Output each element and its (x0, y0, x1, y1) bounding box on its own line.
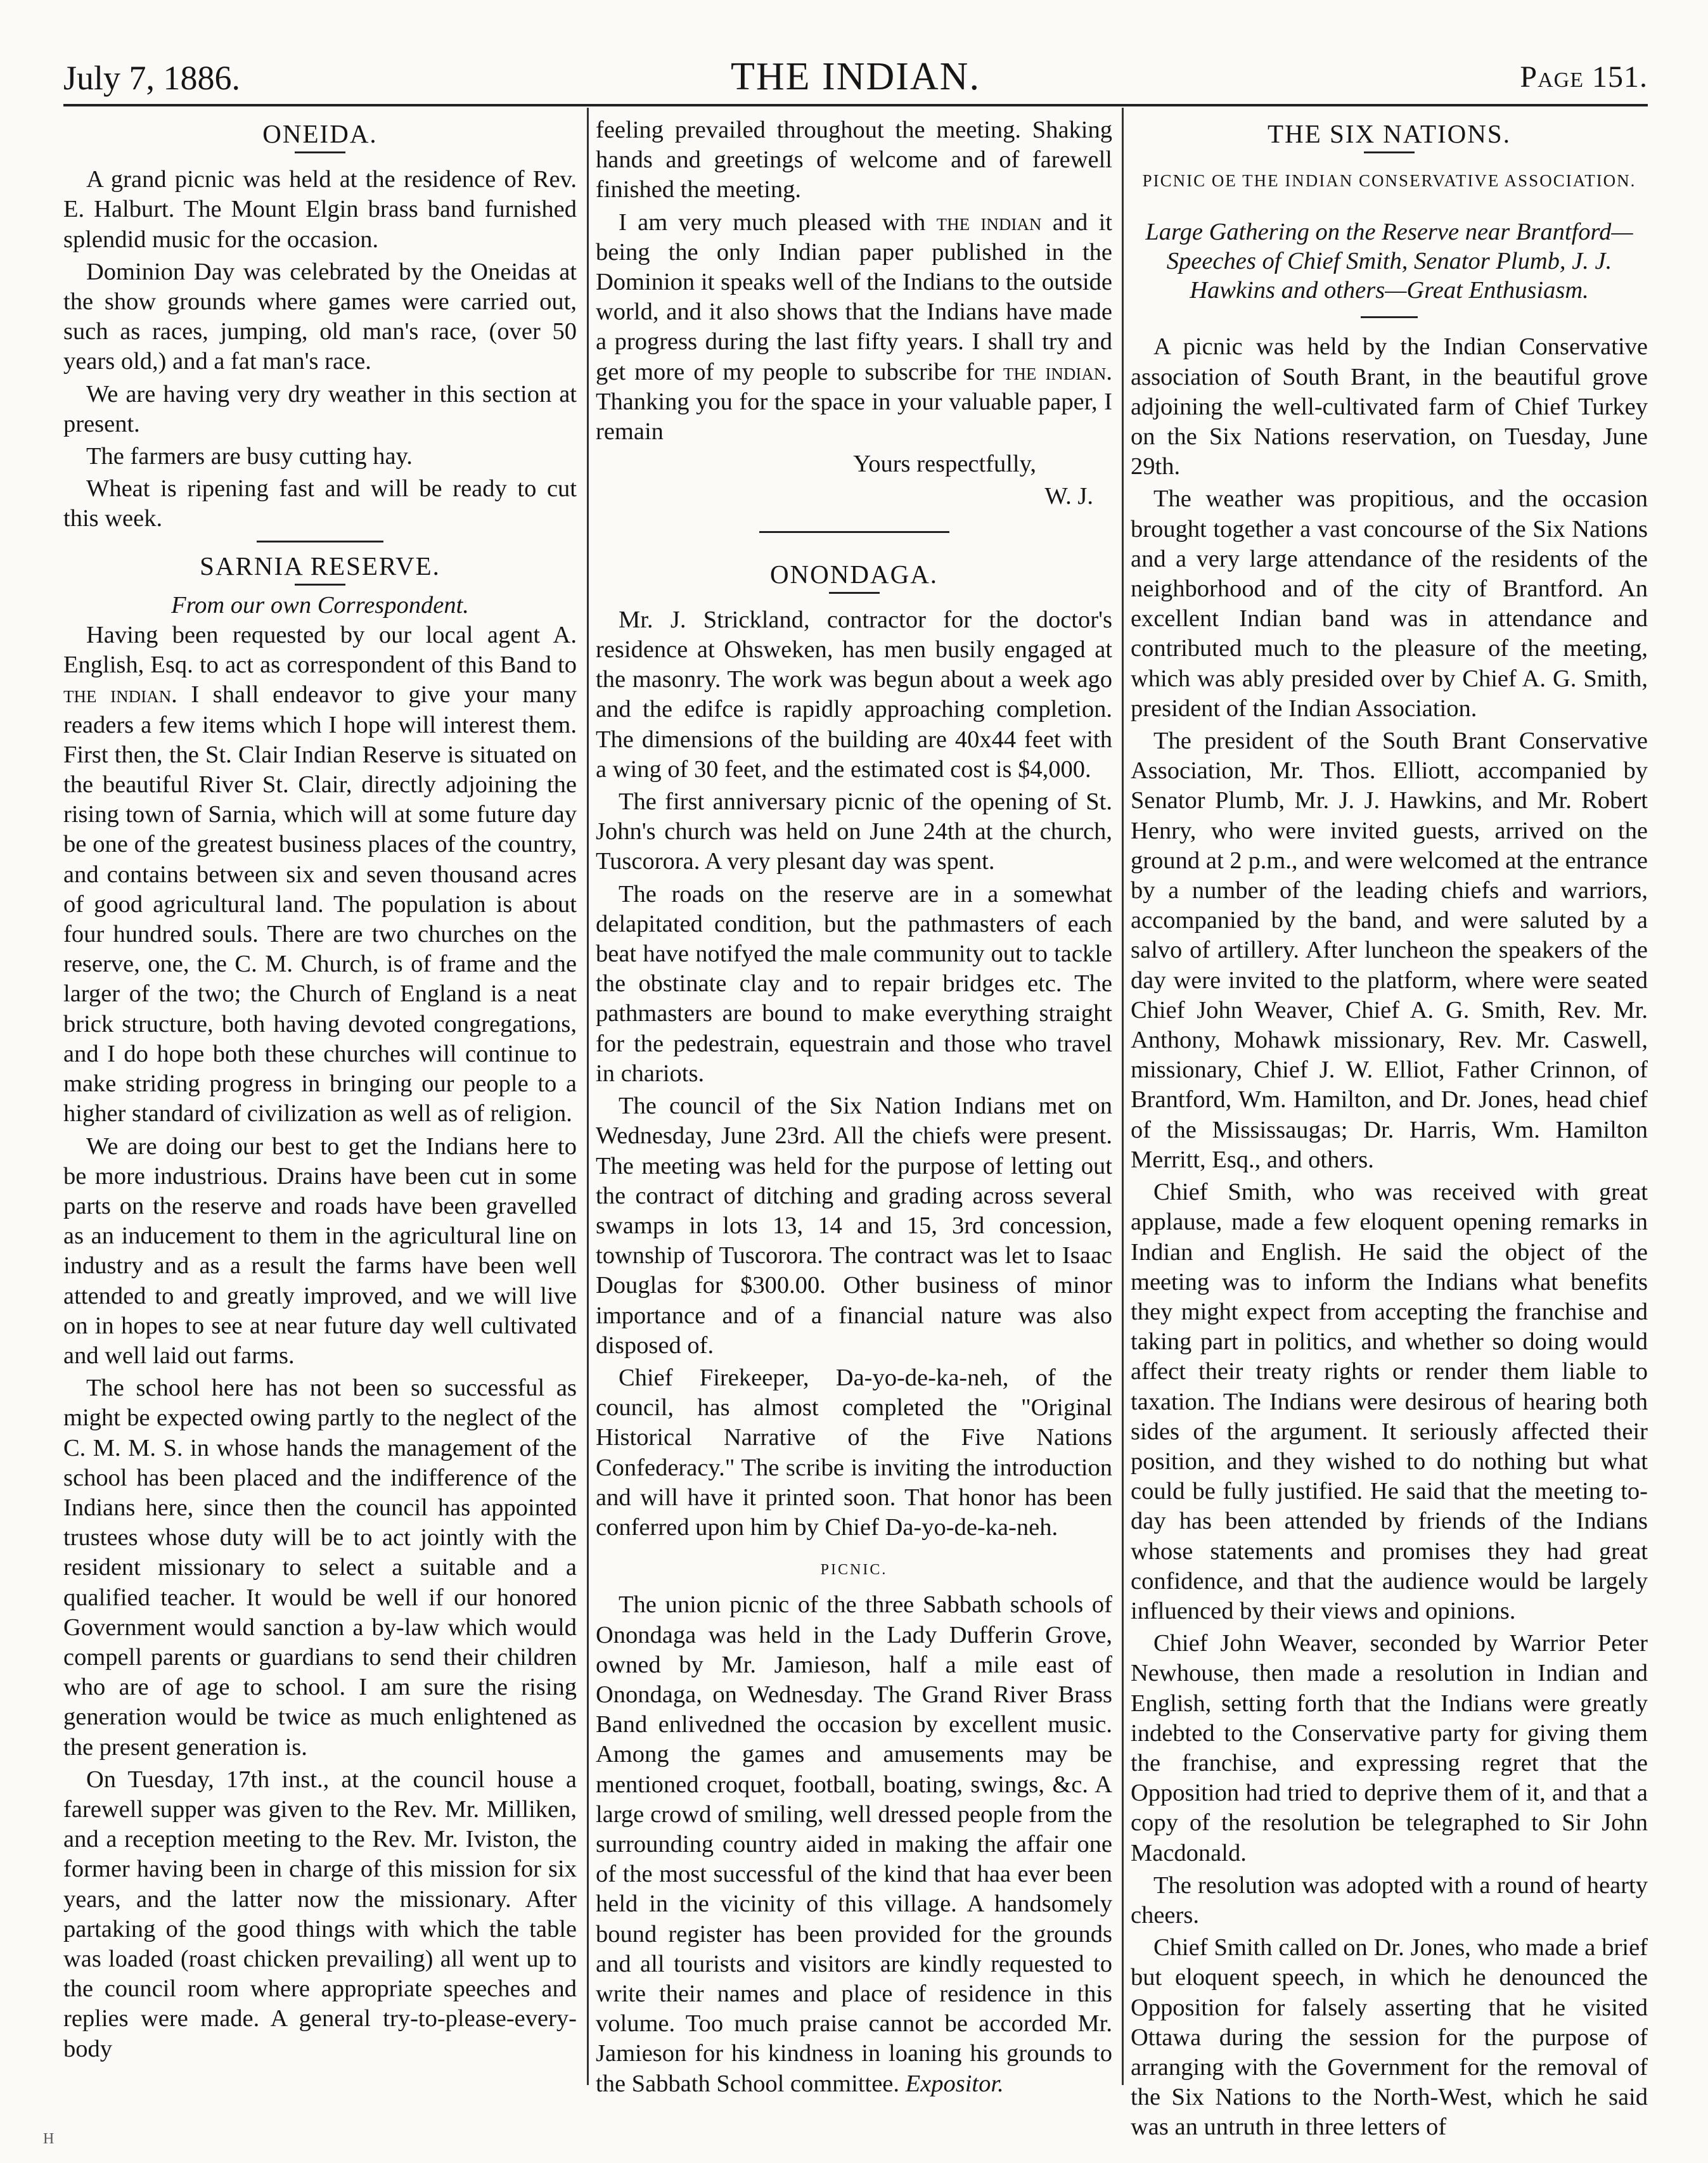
six-nations-paragraph: Chief John Weaver, seconded by Warrior Peter Newhouse, then made a resolution in Indian and English, setting forth that the Indians were greatly indebted to the Conservative party for giving them the franchise, and expressing regret that the Opposition had tried to deprive them of it, and that a copy of the resolution be telegraphed to Sir John Macdonald. (1131, 1630, 1648, 1866)
rule (1361, 316, 1418, 318)
letter-signature: W. J. (1044, 483, 1093, 510)
onondaga-paragraph: The roads on the reserve are in a somewhat delapitated condition, but the pathmasters of each beat have notifyed the male community out to tackle the obstinate clay and to repair bridges etc. The pathmasters are bound to make everything straight for the pedestrain, equestrain and those who travel in chariots. (596, 880, 1112, 1087)
page-number: Page 151. (1520, 60, 1648, 94)
onondaga-paragraph: The first anniversary picnic of the opening of St. John's church was held on June 24th at the church, Tuscorora. A very plesant day was spent. (596, 788, 1112, 875)
letter-continued: feeling prevailed throughout the meeting. Shaking hands and greetings of welcome and of farewell finished the meeting. (596, 117, 1112, 203)
sarnia-paragraph: Having been requested by our local agent A. English, Esq. to act as correspondent of this Band to the indian. I shall endeavor to give your many readers a few items which I hope will interest them. First then, the St. Clair Indian Reserve is situated on the beautiful River St. Clair, directly adjoining the rising town of Sarnia, which will at some future day be one of the greatest business places of the country, and contains between six and seven thousand acres of good agricultural land. The population is about four hundred souls. There are two churches on the reserve, one, the C. M. Church, is of frame and the larger of the two; the Church of England is a neat brick structure, both having devoted congregations, and I do hope both these churches will continue to make striding progress in bringing our people to a higher standard of civilization as well as of religion. (63, 622, 577, 1127)
six-nations-paragraph: Chief Smith, who was received with great applause, made a few eloquent opening remarks in Indian and English. He said the object of the meeting was to inform the Indians what benefits they might expect from accepting the franchise and taking part in politics, and whether so doing would affect their treaty rights or render them liable to taxation. The Indians were desirous of hearing both sides of the argument. It seriously affected their position, and they wished to do nothing but what could be fully justified. He said that the meeting to-day has been attended by friends of the Indians whose statements and promises they had great confidence, and that the audience would be largely influenced by their views and opinions. (1131, 1179, 1648, 1624)
oneida-paragraph: The farmers are busy cutting hay. (86, 443, 413, 470)
article-deck: Large Gathering on the Reserve near Brantford—Speeches of Chief Smith, Senator Plumb, J. J. Hawkins and others—Great Enthusiasm. (1145, 219, 1633, 304)
six-nations-paragraph: The weather was propitious, and the occasion brought together a vast concourse of the Six Nations and a very large attendance of the residents of the neighborhood and of the city of Brantford. An excellent Indian band was in attendance and contributed much to the pleasure of the meeting, which was ably presided over by Chief A. G. Smith, president of the Indian Association. (1131, 485, 1648, 722)
rule (295, 151, 345, 153)
oneida-heading: ONEIDA. (262, 119, 378, 148)
letter-closing: Yours respectfully, (853, 451, 1036, 478)
column-1 (63, 115, 577, 2067)
sarnia-paragraph: On Tuesday, 17th inst., at the council house a farewell supper was given to the Rev. Mr. Milliken, and a reception meeting to the Rev. Mr. Iviston, the former having been in charge of this mission for six years, and the latter now the missionary. After partaking of the good things with which the table was loaded (roast chicken prevailing) all went up to the council room where appropriate speeches and replies were made. A general try-to-please-every-body (63, 1766, 577, 2062)
source-credit: Expositor. (905, 2070, 1004, 2097)
picnic-subheading: PICNIC. (820, 1562, 888, 1579)
picnic-paragraph: The union picnic of the three Sabbath schools of Onondaga was held in the Lady Dufferin Grove, owned by Mr. Jamieson, half a mile east of Onondaga, on Wednesday. The Grand River Brass Band enlivedned the occasion by excellent music. Among the games and amusements may be mentioned croquet, football, boating, swings, &c. A large crowd of smiling, well dressed people from the surrounding country aided in making the affair one of the most successful of the kind that haa ever been held in the vicinity of this village. A handsomely bound register has been provided for the grounds and all tourists and visitors are kindly requested to write their names and place of residence in this volume. Too much praise cannot be accorded Mr. Jamieson for his kindness in loaning his grounds to the Sabbath School committee. Expositor. (596, 1591, 1112, 2097)
sarnia-paragraph: The school here has not been so successful as might be expected owing partly to the neglect of the C. M. M. S. in whose hands the management of the school has been placed and the indifference of the Indians here, since then the council has appointed trustees whose duty will be to act jointly with the resident missionary to select a suitable and a qualified teacher. It would be well if our honored Government would sanction a by-law which would compell parents or guardians to send their children who are of age to school. I am sure the rising generation would be twice as much enlightened as the present generation is. (63, 1375, 577, 1761)
column-divider-1 (587, 108, 589, 2085)
six-nations-paragraph: Chief Smith called on Dr. Jones, who made a brief but eloquent speech, in which he denounced the Opposition for falsely asserting that he visited Ottawa during the session for the purpose of arranging with the Government for the removal of the Six Nations to the North-West, which he said was an untruth in three letters of (1131, 1934, 1648, 2141)
rule (1364, 151, 1415, 153)
byline: From our own Correspondent. (171, 591, 469, 619)
column-3 (1131, 115, 1648, 2145)
oneida-paragraph: We are having very dry weather in this section at present. (63, 380, 577, 437)
letter-paragraph: I am very much pleased with the indian and it being the only Indian paper published in the Dominion it speaks well of the Indians to the outside world, and it also shows that the Indians have made a progress during the last fifty years. I shall try and get more of my people to subscribe for the indian. Thanking you for the space in your valuable paper, I remain (596, 209, 1112, 446)
rule (829, 592, 880, 594)
column-divider-2 (1122, 108, 1124, 2085)
onondaga-paragraph: Chief Firekeeper, Da-yo-de-ka-neh, of the council, has almost completed the "Original Historical Narrative of the Five Nations Confederacy." The scribe is inviting the introduction and will have it printed soon. That honor has been conferred upon him by Chief Da-yo-de-ka-neh. (596, 1364, 1112, 1541)
paper-name: the indian (936, 209, 1042, 236)
six-nations-heading: THE SIX NATIONS. (1268, 119, 1511, 148)
oneida-paragraph: Dominion Day was celebrated by the Oneidas at the show grounds where games were carried out, such as races, jumping, old man's race, (over 50 years old,) and a fat man's race. (63, 258, 577, 375)
oneida-paragraph: A grand picnic was held at the residence of Rev. E. Halburt. The Mount Elgin brass band furnished splendid music for the occasion. (63, 166, 577, 253)
paper-name: the indian (63, 681, 172, 709)
paper-name: the indian (1003, 358, 1107, 385)
masthead-rule (63, 104, 1648, 106)
sarnia-heading: SARNIA RESERVE. (200, 551, 440, 581)
rule (295, 584, 345, 586)
column-2 (596, 115, 1112, 2102)
onondaga-heading: ONONDAGA. (769, 559, 939, 589)
six-nations-subheading: PICNIC OE THE INDIAN CONSERVATIVE ASSOCIATION. (1142, 171, 1636, 191)
six-nations-paragraph: The president of the South Brant Conservative Association, Mr. Thos. Elliott, accompanied by Senator Plumb, Mr. J. J. Hawkins, and Mr. Robert Henry, who were invited guests, arrived on the ground at 2 p.m., and were welcomed at the entrance by a number of the leading chiefs and warriors, accompanied by the band, and were saluted by a salvo of artillery. After luncheon the speakers of the day were invited to the platform, where were seated Chief John Weaver, Chief A. G. Smith, Rev. Mr. Anthony, Mohawk missionary, Rev. Mr. Caswell, missionary, Chief J. W. Elliot, Father Crinnon, of Brantford, Wm. Hamilton, and Dr. Jones, head chief of the Mississaugas; Dr. Harris, Wm. Hamilton Merritt, Esq., and others. (1131, 728, 1648, 1173)
masthead (63, 52, 1648, 109)
issue-date: July 7, 1886. (63, 59, 241, 97)
newspaper-title: THE INDIAN. (731, 55, 980, 98)
section-rule (759, 531, 949, 533)
footer-mark: H (43, 2131, 55, 2147)
onondaga-paragraph: The council of the Six Nation Indians met on Wednesday, June 23rd. All the chiefs were present. The meeting was held for the purpose of letting out the contract of ditching and grading across several swamps in lots 13, 14 and 15, 3rd concession, township of Tuscorora. The contract was let to Isaac Douglas for $300.00. Other business of minor importance and of a financial nature was also disposed of. (596, 1093, 1112, 1359)
onondaga-paragraph: Mr. J. Strickland, contractor for the doctor's residence at Ohsweken, has men busily engaged at the masonry. The work was begun about a week ago and the edifce is rapidly approaching completion. The dimensions of the building are 40x44 feet with a wing of 30 feet, and the estimated cost is $4,000. (596, 606, 1112, 783)
sarnia-paragraph: We are doing our best to get the Indians here to be more industrious. Drains have been cut in some parts on the reserve and roads have been gravelled as an inducement to them in the agricultural line on industry and as a result the farms have been well attended to and greatly improved, and we will live on in hopes to see at near future day well cultivated and well laid out farms. (63, 1133, 577, 1369)
section-rule (257, 541, 383, 542)
six-nations-paragraph: The resolution was adopted with a round of hearty cheers. (1131, 1871, 1648, 1929)
oneida-paragraph: Wheat is ripening fast and will be ready to cut this week. (63, 475, 577, 532)
six-nations-paragraph: A picnic was held by the Indian Conservative association of South Brant, in the beautiful grove adjoining the well-cultivated farm of Chief Turkey on the Six Nations reservation, on Tuesday, June 29th. (1131, 333, 1648, 480)
